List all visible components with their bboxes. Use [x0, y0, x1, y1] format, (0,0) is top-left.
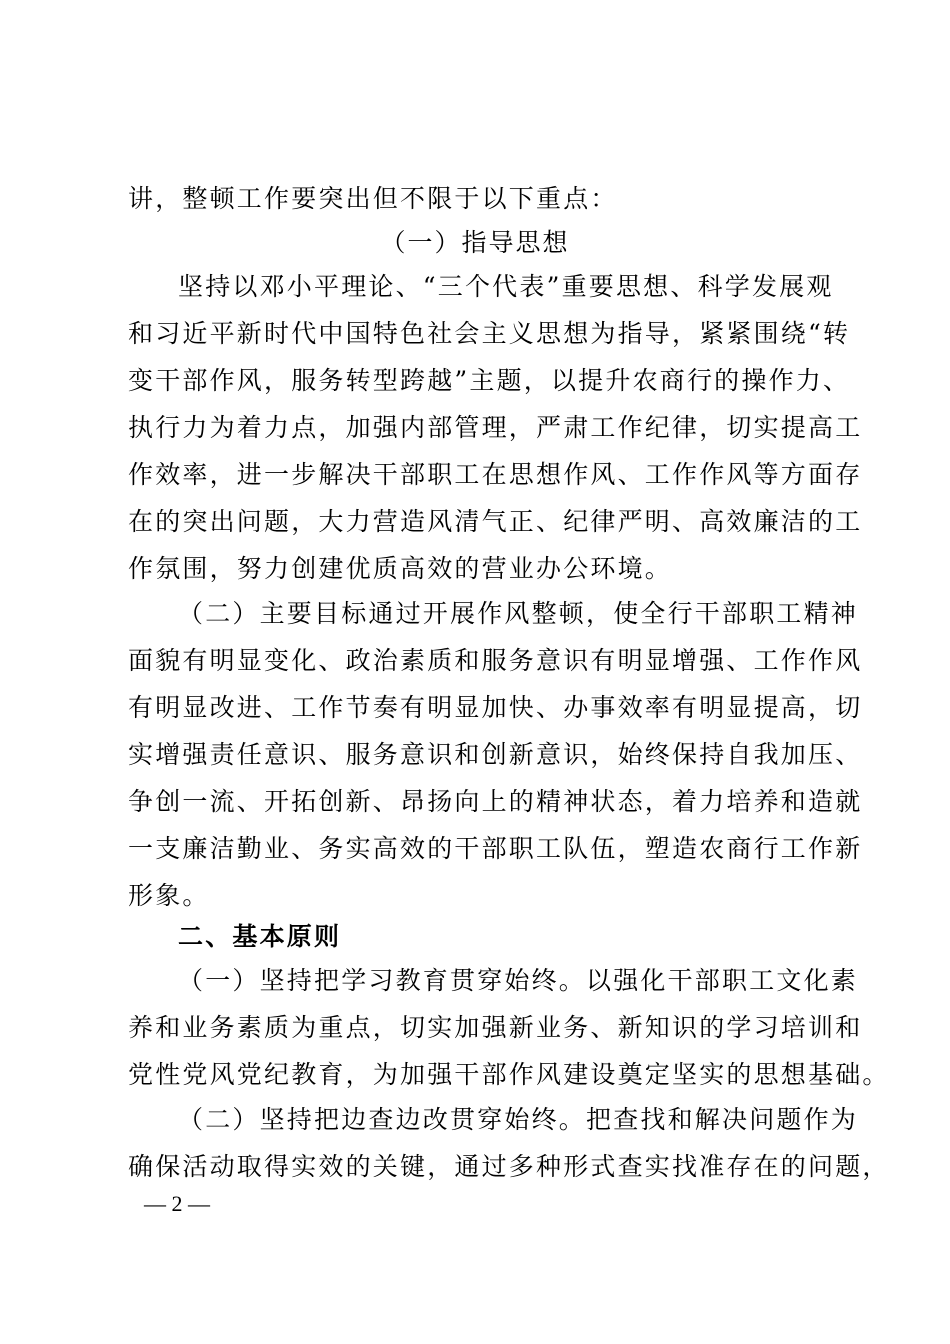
text-line: 作效率，进一步解决干部职工在思想作风、工作作风等方面存	[128, 460, 863, 489]
paragraph-first-line: （二）主要目标通过开展作风整顿，使全行干部职工精神	[178, 599, 859, 628]
text-line: 养和业务素质为重点，切实加强新业务、新知识的学习培训和	[128, 1013, 863, 1042]
page-number: — 2 —	[144, 1191, 210, 1216]
text-line: 执行力为着力点，加强内部管理，严肃工作纪律，切实提高工	[128, 413, 863, 442]
text-line: 争创一流、开拓创新、昂扬向上的精神状态，着力培养和造就	[128, 787, 863, 816]
paragraph-first-line: 坚持以邓小平理论、“三个代表”重要思想、科学发展观	[178, 272, 834, 301]
text-line: 实增强责任意识、服务意识和创新意识，始终保持自我加压、	[128, 740, 863, 769]
text-line: 党性党风党纪教育，为加强干部作风建设奠定坚实的思想基础。	[128, 1060, 890, 1089]
section-heading: （一）指导思想	[380, 228, 570, 257]
paragraph-first-line: （一）坚持把学习教育贯穿始终。以强化干部职工文化素	[178, 966, 859, 995]
text-line: 和习近平新时代中国特色社会主义思想为指导，紧紧围绕“转	[128, 319, 851, 348]
text-line: 有明显改进、工作节奏有明显加快、办事效率有明显提高，切	[128, 693, 863, 722]
paragraph-first-line: （二）坚持把边查边改贯穿始终。把查找和解决问题作为	[178, 1105, 859, 1134]
text-line: 面貌有明显变化、政治素质和服务意识有明显增强、工作作风	[128, 646, 863, 675]
text-line: 形象。	[128, 881, 210, 910]
text-line: 作氛围，努力创建优质高效的营业办公环境。	[128, 554, 673, 583]
text-line: 一支廉洁勤业、务实高效的干部职工队伍，塑造农商行工作新	[128, 834, 863, 863]
text-line: 变干部作风，服务转型跨越”主题，以提升农商行的操作力、	[128, 366, 851, 395]
text-line: 讲，整顿工作要突出但不限于以下重点：	[128, 184, 618, 213]
section-heading: 二、基本原则	[178, 922, 342, 951]
text-line: 确保活动取得实效的关键，通过多种形式查实找准存在的问题，	[128, 1152, 890, 1181]
text-line: 在的突出问题，大力营造风清气正、纪律严明、高效廉洁的工	[128, 507, 863, 536]
